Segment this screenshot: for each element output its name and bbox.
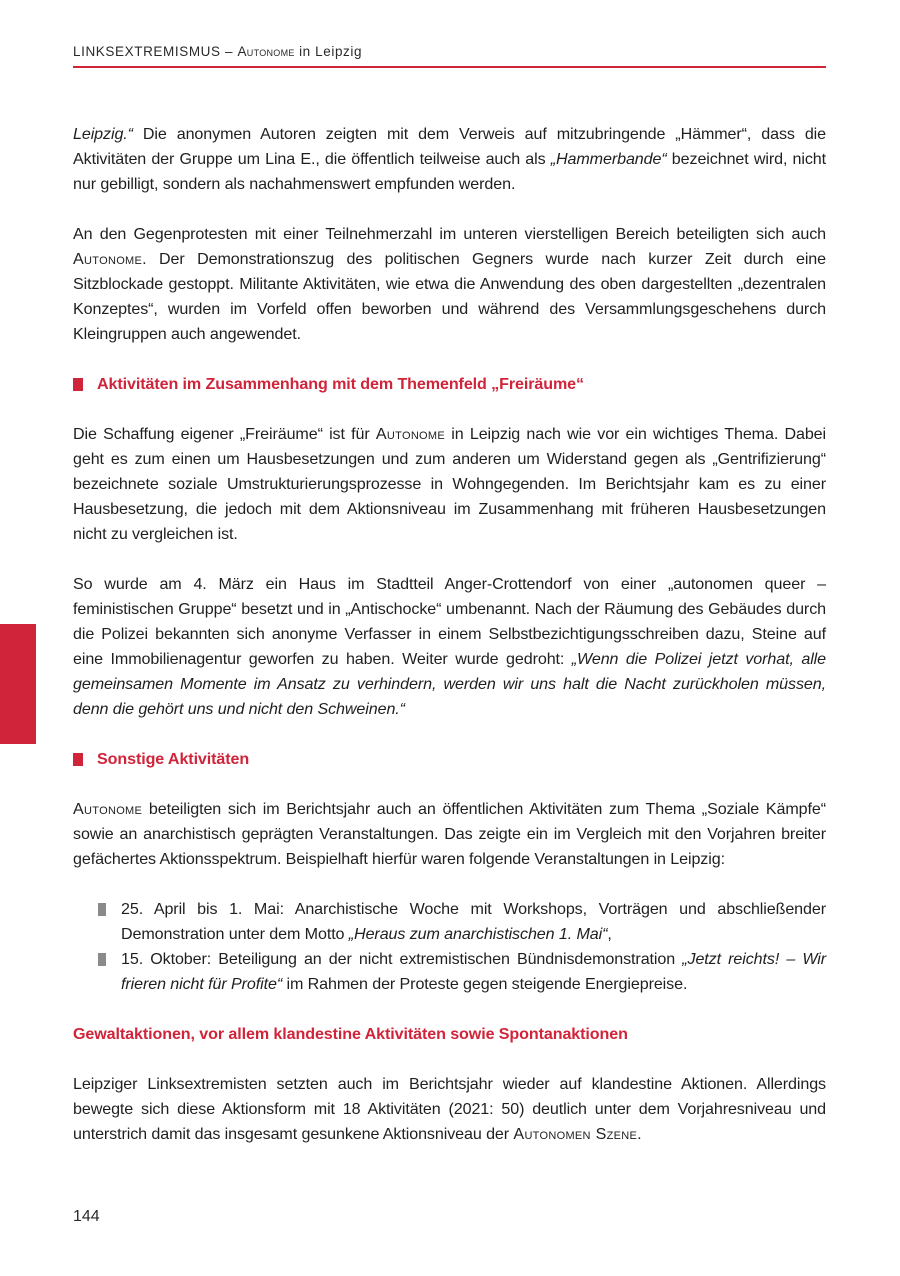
list-item: 25. April bis 1. Mai: Anarchistische Woche mit Workshops, Vorträgen und abschließender Demonstration unter dem Motto „Heraus zum anarchistischen 1. Mai“, <box>73 897 826 947</box>
bullet-square-icon <box>98 953 106 966</box>
paragraph-2: An den Gegenprotesten mit einer Teilnehmerzahl im unteren vierstelligen Bereich beteiligten sich auch Autonome. Der Demonstrationszug des politischen Gegners wurde nach kurzer Zeit durch eine Sitzblockade gestoppt. Militante Aktivitäten, wie etwa die Anwendung des oben dargestellten „dezentralen Konzeptes“, wurden im Vorfeld offen beworben und während des Versammlungsgeschehens durch Kleingruppen auch angewendet. <box>73 225 826 343</box>
paragraph-5: Autonome beteiligten sich im Berichtsjahr auch an öffentlichen Aktivitäten zum Thema „Soziale Kämpfe“ sowie an anarchistisch geprägten Veranstaltungen. Das zeigte ein im Vergleich mit den Vorjahren breiter gefächertes Aktionsspektrum. Beispielhaft hierfür waren folgende Veranstaltungen in Leipzig: <box>73 800 826 868</box>
header-separator: – <box>225 44 234 59</box>
event-list <box>73 897 826 997</box>
list-item: 15. Oktober: Beteiligung an der nicht extremistischen Bündnisdemonstration „Jetzt reichts! – Wir frieren nicht für Profite“ im Rahmen der Proteste gegen steigende Energiepreise. <box>73 947 826 997</box>
heading-square-icon <box>73 753 83 766</box>
heading-square-icon <box>73 378 83 391</box>
page-number: 144 <box>73 1208 100 1225</box>
paragraph-6: Leipziger Linksextremisten setzten auch im Berichtsjahr wieder auf klandestine Aktionen. Allerdings bewegte sich diese Aktionsform mit 18 Aktivitäten (2021: 50) deutlich unter dem Vorjahresniveau und unterstrich damit das insgesamt gesunkene Aktionsniveau der Autonomen Szene. <box>73 1075 826 1143</box>
section-heading-sonstige: Sonstige Aktivitäten <box>73 747 826 772</box>
paragraph-1: Leipzig.“ Die anonymen Autoren zeigten mit dem Verweis auf mitzubringende „Hämmer“, dass die Aktivitäten der Gruppe um Lina E., die öffentlich teilweise auch als „Hammerbande“ bezeichnet wird, nicht nur gebilligt, sondern als nachahmenswert empfunden werden. <box>73 125 826 193</box>
running-header <box>73 44 826 68</box>
section-heading-freiraeume: Aktivitäten im Zusammenhang mit dem Themenfeld „Freiräume“ <box>73 372 826 397</box>
paragraph-3: Die Schaffung eigener „Freiräume“ ist für Autonome in Leipzig nach wie vor ein wichtiges Thema. Dabei geht es zum einen um Hausbesetzungen und zum anderen um Widerstand gegen als „Gentrifizierung“ bezeichnete soziale Umstrukturierungsprozesse in Wohngegenden. Im Berichtsjahr kam es zu einer Hausbesetzung, die jedoch mit dem Aktionsniveau im Zusammenhang mit früheren Hausbesetzungen nicht zu vergleichen ist. <box>73 425 826 543</box>
chapter-marker-tab <box>0 624 36 744</box>
page-content <box>73 122 826 1172</box>
paragraph-4: So wurde am 4. März ein Haus im Stadtteil Anger-Crottendorf von einer „autonomen queer – feministischen Gruppe“ besetzt und in „Antischocke“ umbenannt. Nach der Räumung des Gebäudes durch die Polizei bekannten sich anonyme Verfasser in einem Selbstbezichtigungsschreiben dazu, Steine auf eine Immobilienagentur geworfen zu haben. Weiter wurde gedroht: „Wenn die Polizei jetzt vorhat, alle gemeinsamen Momente im Ansatz zu verhindern, werden wir uns halt die Nacht zurückholen müssen, denn die gehört uns und nicht den Schweinen.“ <box>73 575 826 718</box>
header-subsection: Autonome <box>237 44 295 59</box>
header-section: LINKSEXTREMISMUS <box>73 44 221 59</box>
header-location: in Leipzig <box>299 44 363 59</box>
bullet-square-icon <box>98 903 106 916</box>
subsection-heading-gewaltaktionen: Gewaltaktionen, vor allem klandestine Aktivitäten sowie Spontanaktionen <box>73 1025 628 1043</box>
